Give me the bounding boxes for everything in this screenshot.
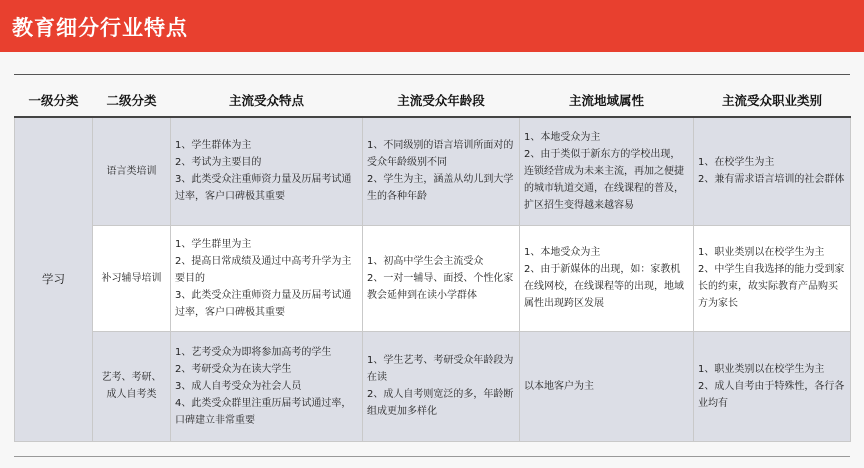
region-line: 以本地客户为主 [524, 380, 594, 392]
age-line: 1、不同级别的语言培训所面对的受众年龄级别不同 [367, 140, 514, 169]
region-line: 2、由于新媒体的出现，如：家教机在线网校，在线课程等的出现，地域属性出现跨区发展 [524, 264, 684, 309]
age-line: 2、成人自考则宽泛的多，年龄断组成更加多样化 [367, 389, 514, 417]
header-category2: 二级分类 [93, 84, 171, 117]
region-cell [520, 117, 694, 225]
header-age: 主流受众年龄段 [363, 84, 520, 117]
header-category1: 一级分类 [15, 84, 93, 117]
occupation-line: 2、中学生自我选择的能力受到家长的约束，故实际教育产品购买方为家长 [698, 264, 845, 309]
header-audience: 主流受众特点 [171, 84, 363, 117]
occupation-line: 1、职业类别以在校学生为主 [698, 247, 825, 258]
table-row [15, 225, 851, 331]
audience-line: 1、学生群里为主 [175, 238, 252, 250]
audience-line: 2、考研受众为在读大学生 [175, 363, 292, 375]
audience-line: 2、考试为主要目的 [175, 157, 262, 169]
occupation-line: 2、成人自考由于特殊性，各行各业均有 [698, 380, 845, 409]
category1-cell: 学习 [15, 117, 93, 441]
region-cell [520, 331, 694, 441]
occupation-line: 1、职业类别以在校学生为主 [698, 363, 825, 375]
title-bar [0, 0, 864, 52]
header-row [15, 84, 851, 117]
audience-cell [171, 117, 363, 225]
audience-cell [171, 331, 363, 441]
region-line: 1、本地受众为主 [524, 247, 601, 258]
top-divider [14, 74, 850, 75]
age-line: 1、学生艺考、考研受众年龄段为在读 [367, 355, 514, 383]
occupation-line: 2、兼有需求语言培训的社会群体 [698, 174, 845, 186]
audience-line: 1、艺考受众为即将参加高考的学生 [175, 346, 332, 358]
occupation-cell [694, 331, 851, 441]
category2-cell: 艺考、考研、成人自考类 [93, 331, 171, 441]
age-cell [363, 225, 520, 331]
age-line: 1、初高中学生会主流受众 [367, 255, 484, 267]
header-region: 主流地域属性 [520, 84, 694, 117]
occupation-cell [694, 225, 851, 331]
audience-cell [171, 225, 363, 331]
audience-line: 3、此类受众注重师资力量及历届考试通过率，客户口碑极其重要 [175, 174, 352, 203]
age-line: 2、学生为主，涵盖从幼儿到大学生的各种年龄 [367, 174, 514, 203]
occupation-line: 1、在校学生为主 [698, 157, 775, 169]
table-row [15, 331, 851, 441]
audience-line: 1、学生群体为主 [175, 140, 252, 152]
header-occupation: 主流受众职业类别 [694, 84, 851, 117]
occupation-cell [694, 117, 851, 225]
bottom-divider [14, 456, 850, 457]
region-line: 2、由于类似于新东方的学校出现，连锁经营成为未来主流，再加之便捷的城市轨道交通，在线课程的普及，扩区招生变得越来越容易 [524, 148, 684, 211]
category2-cell: 补习辅导培训 [93, 225, 171, 331]
slide-title: 教育细分行业特点 [12, 16, 188, 40]
audience-line: 2、提高日常成绩及通过中高考升学为主要目的 [175, 255, 352, 284]
category2-cell: 语言类培训 [93, 117, 171, 225]
region-line: 1、本地受众为主 [524, 131, 601, 143]
age-cell [363, 117, 520, 225]
age-line: 2、一对一辅导、面授、个性化家教会延伸到在读小学群体 [367, 272, 514, 301]
region-cell [520, 225, 694, 331]
table-row [15, 117, 851, 225]
audience-line: 3、成人自考受众为社会人员 [175, 380, 302, 392]
age-cell [363, 331, 520, 441]
audience-line: 3、此类受众注重师资力量及历届考试通过率，客户口碑极其重要 [175, 289, 352, 318]
industry-table [14, 84, 851, 442]
audience-line: 4、此类受众群里注重历届考试通过率，口碑建立非常重要 [175, 397, 352, 426]
